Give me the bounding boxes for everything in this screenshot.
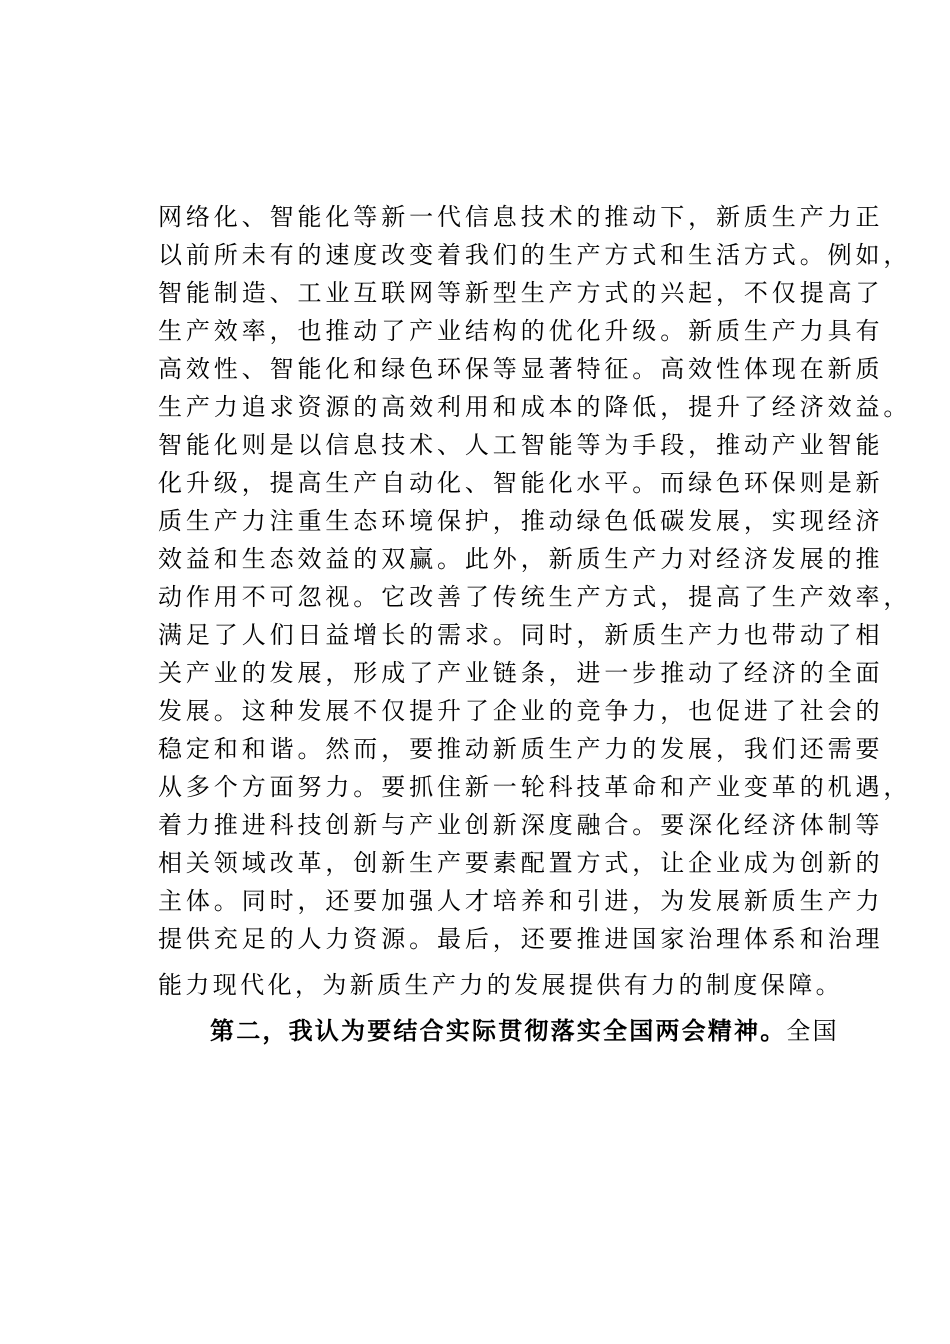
paragraph-2-first-line — [158, 1012, 838, 1050]
text-line: 动作用不可忽视。它改善了传统生产方式，提高了生产效率， — [158, 583, 912, 611]
body-text — [158, 198, 912, 1050]
text-line: 从多个方面努力。要抓住新一轮科技革命和产业变革的机遇， — [158, 773, 912, 801]
text-line: 能力现代化，为新质生产力的发展提供有力的制度保障。 — [158, 971, 843, 999]
text-line: 提供充足的人力资源。最后，还要推进国家治理体系和治理 — [158, 925, 884, 953]
text-line: 质生产力注重生态环境保护，推动绿色低碳发展，实现经济 — [158, 507, 884, 535]
text-line: 高效性、智能化和绿色环保等显著特征。高效性体现在新质 — [158, 355, 884, 383]
text-line: 效益和生态效益的双赢。此外，新质生产力对经济发展的推 — [158, 545, 884, 573]
text-line: 关产业的发展，形成了产业链条，进一步推动了经济的全面 — [158, 659, 884, 687]
text-line: 化升级，提高生产自动化、智能化水平。而绿色环保则是新 — [158, 469, 884, 497]
text-line: 网络化、智能化等新一代信息技术的推动下，新质生产力正 — [158, 203, 884, 231]
paragraph-2-text: 全国 — [786, 1017, 839, 1045]
text-line: 满足了人们日益增长的需求。同时，新质生产力也带动了相 — [158, 621, 884, 649]
bold-heading-sentence: 第二，我认为要结合实际贯彻落实全国两会精神。 — [210, 1016, 787, 1045]
text-line: 智能化则是以信息技术、人工智能等为手段，推动产业智能 — [158, 431, 884, 459]
text-line: 相关领域改革，创新生产要素配置方式，让企业成为创新的 — [158, 849, 884, 877]
text-line: 以前所未有的速度改变着我们的生产方式和生活方式。例如， — [158, 241, 912, 269]
text-line: 生产效率，也推动了产业结构的优化升级。新质生产力具有 — [158, 317, 884, 345]
text-line: 稳定和和谐。然而，要推动新质生产力的发展，我们还需要 — [158, 735, 884, 763]
text-line: 着力推进科技创新与产业创新深度融合。要深化经济体制等 — [158, 811, 884, 839]
text-line: 生产力追求资源的高效利用和成本的降低，提升了经济效益。 — [158, 393, 912, 421]
text-line: 发展。这种发展不仅提升了企业的竞争力，也促进了社会的 — [158, 697, 884, 725]
text-line: 智能制造、工业互联网等新型生产方式的兴起，不仅提高了 — [158, 279, 884, 307]
text-line: 主体。同时，还要加强人才培养和引进，为发展新质生产力 — [158, 887, 884, 915]
